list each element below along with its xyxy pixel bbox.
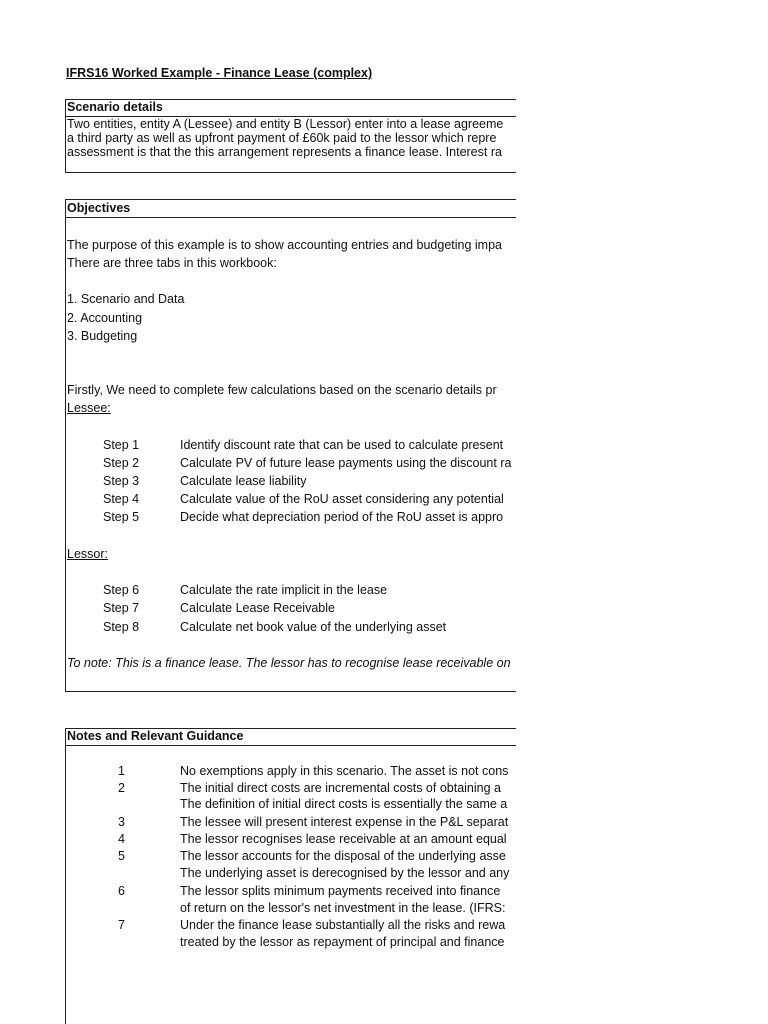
notes-header: Notes and Relevant Guidance [67,729,244,743]
workbook-tab-item: 2. Accounting [67,311,143,325]
step-label: Step 8 [103,620,140,634]
note-text: Under the finance lease substantially all the risks and rewa [180,918,506,932]
step-text: Identify discount rate that can be used to calculate present [180,438,504,452]
lessee-label: Lessee: [67,401,111,415]
step-label: Step 2 [103,456,140,470]
note-number: 5 [118,849,125,863]
objectives-header: Objectives [67,201,131,215]
note-text: The lessee will present interest expense in the P&L separat [180,815,509,829]
note-text: The lessor splits minimum payments received into finance [180,884,501,898]
objectives-purpose: The purpose of this example is to show accounting entries and budgeting impa [67,238,502,252]
note-text: The underlying asset is derecognised by the lessor and any [180,866,510,880]
objectives-tabs-intro: There are three tabs in this workbook: [67,256,277,270]
note-number: 7 [118,918,125,932]
step-label: Step 3 [103,474,140,488]
step-text: Calculate net book value of the underlying asset [180,620,447,634]
step-text: Calculate the rate implicit in the lease [180,583,388,597]
objectives-firstly: Firstly, We need to complete few calculations based on the scenario details pr [67,383,497,397]
note-number: 3 [118,815,125,829]
step-text: Calculate lease liability [180,474,307,488]
note-text: The definition of initial direct costs is essentially the same a [180,797,508,811]
scenario-header: Scenario details [67,100,163,114]
note-text: The initial direct costs are incremental costs of obtaining a [180,781,501,795]
note-text: No exemptions apply in this scenario. The asset is not cons [180,764,509,778]
step-text: Decide what depreciation period of the RoU asset is appro [180,510,504,524]
note-number: 4 [118,832,125,846]
note-text: of return on the lessor's net investment in the lease. (IFRS: [180,901,506,915]
scenario-line: assessment is that the this arrangement represents a finance lease. Interest ra [67,145,502,159]
note-number: 2 [118,781,125,795]
note-text: treated by the lessor as repayment of principal and finance [180,935,505,949]
note-text: The lessor accounts for the disposal of the underlying asse [180,849,506,863]
step-label: Step 1 [103,438,140,452]
scenario-line: a third party as well as upfront payment of £60k paid to the lessor which repre [67,131,497,145]
step-label: Step 4 [103,492,140,506]
scenario-line: Two entities, entity A (Lessee) and entity B (Lessor) enter into a lease agreeme [67,117,504,131]
step-label: Step 6 [103,583,140,597]
step-text: Calculate value of the RoU asset considering any potential [180,492,504,506]
step-text: Calculate PV of future lease payments using the discount ra [180,456,512,470]
note-number: 1 [118,764,125,778]
page-title: IFRS16 Worked Example - Finance Lease (complex) [66,66,373,80]
note-text: The lessor recognises lease receivable at an amount equal [180,832,507,846]
step-text: Calculate Lease Receivable [180,601,335,615]
lessor-label: Lessor: [67,547,108,561]
step-label: Step 7 [103,601,140,615]
workbook-tab-item: 3. Budgeting [67,329,138,343]
finance-lease-note: To note: This is a finance lease. The lessor has to recognise lease receivable on [67,656,511,670]
note-number: 6 [118,884,125,898]
step-label: Step 5 [103,510,140,524]
workbook-tab-item: 1. Scenario and Data [67,292,185,306]
